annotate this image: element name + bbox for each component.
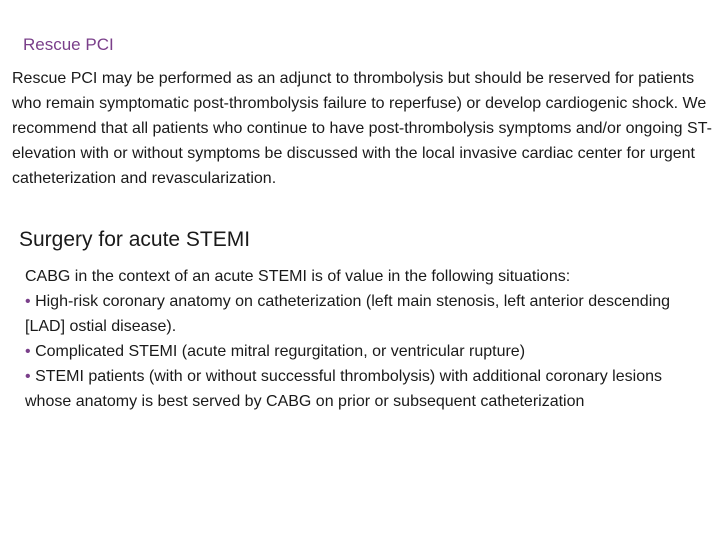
bullet-item — [25, 364, 705, 414]
surgery-intro: CABG in the context of an acute STEMI is of value in the following situations: — [25, 268, 571, 285]
surgery-content — [25, 264, 705, 414]
bullet-text: STEMI patients (with or without successful thrombolysis) with additional coronary lesions whose anatomy is best served by CABG on prior or subsequent catheterization — [25, 368, 662, 410]
bullet-item — [25, 339, 705, 364]
bullet-text: High-risk coronary anatomy on catheterization (left main stenosis, left anterior descending [LAD] ostial disease). — [25, 293, 671, 335]
section-title-rescue-pci: Rescue PCI — [23, 35, 114, 54]
bullet-icon: • — [25, 293, 31, 310]
bullet-icon: • — [25, 368, 31, 385]
bullet-item — [25, 289, 705, 339]
bullet-text: Complicated STEMI (acute mitral regurgitation, or ventricular rupture) — [35, 343, 526, 360]
bullet-icon: • — [25, 343, 31, 360]
section-title-surgery: Surgery for acute STEMI — [19, 228, 251, 251]
rescue-pci-paragraph: Rescue PCI may be performed as an adjunct to thrombolysis but should be reserved for patients who remain symptomatic post-thrombolysis failure to reperfuse) or develop cardiogenic shock. We recommend that all patients who continue to have post-thrombolysis symptoms and/or ongoing ST-elevation with or without symptoms be discussed with the local invasive cardiac center for urgent catheterization and revascularization. — [12, 70, 712, 187]
